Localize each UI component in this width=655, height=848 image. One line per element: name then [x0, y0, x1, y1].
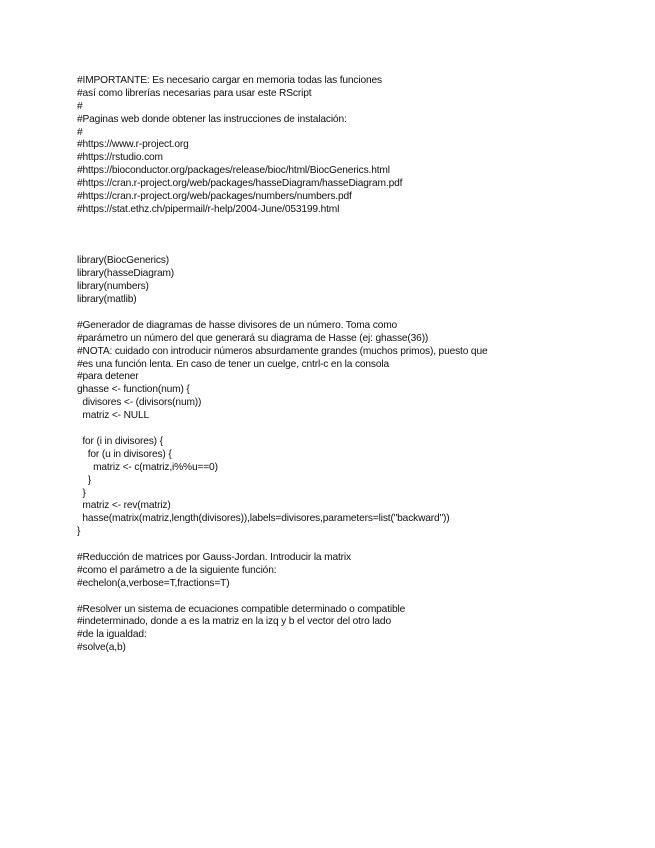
script-line: #solve(a,b): [77, 642, 126, 654]
script-line: [77, 539, 637, 552]
script-line: #Resolver un sistema de ecuaciones compatible determinado o compatible: [77, 603, 406, 615]
script-line: [77, 591, 637, 604]
script-line: #indeterminado, donde a es la matriz en la izq y b el vector del otro lado: [77, 616, 391, 628]
script-line: #https://rstudio.com: [77, 152, 163, 164]
script-line: }: [77, 526, 81, 538]
script-line: #https://bioconductor.org/packages/release/bioc/html/BiocGenerics.html: [77, 165, 390, 177]
script-line: [77, 230, 637, 243]
script-line: for (i in divisores) {: [77, 435, 163, 447]
script-line: #: [77, 100, 83, 112]
script-line: #parámetro un número del que generará su diagrama de Hasse (ej: ghasse(36)): [77, 332, 429, 344]
script-line: ghasse <- function(num) {: [77, 384, 190, 396]
script-line: #IMPORTANTE: Es necesario cargar en memoria todas las funciones: [77, 75, 382, 86]
script-line: #https://stat.ethz.ch/pipermail/r-help/2004-June/053199.html: [77, 203, 340, 215]
r-script-text: [77, 75, 637, 655]
script-line: divisores <- (divisors(num)): [77, 397, 202, 409]
script-line: matriz <- rev(matriz): [77, 500, 171, 512]
script-line: #https://cran.r-project.org/web/packages/numbers/numbers.pdf: [77, 191, 352, 203]
script-line: #Reducción de matrices por Gauss-Jordan. Introducir la matrix: [77, 551, 351, 563]
script-line: matriz <- NULL: [77, 410, 150, 422]
script-line: #echelon(a,verbose=T,fractions=T): [77, 577, 230, 589]
script-line: }: [77, 487, 86, 499]
script-line: [77, 217, 637, 230]
script-line: library(numbers): [77, 281, 149, 293]
script-line: #como el parámetro a de la siguiente función:: [77, 564, 277, 576]
script-line: }: [77, 474, 91, 486]
script-line: hasse(matrix(matriz,length(divisores)),labels=divisores,parameters=list("backward")): [77, 513, 450, 525]
script-line: [77, 423, 637, 436]
script-line: #https://www.r-project.org: [77, 139, 189, 151]
script-line: for (u in divisores) {: [77, 448, 172, 460]
script-line: library(hasseDiagram): [77, 268, 175, 280]
script-line: library(BiocGenerics): [77, 255, 169, 267]
script-line: library(matlib): [77, 294, 137, 306]
script-line: #así como librerías necesarias para usar este RScript: [77, 87, 312, 99]
script-line: #: [77, 126, 83, 138]
script-line: #NOTA: cuidado con introducir números absurdamente grandes (muchos primos), puesto que: [77, 345, 488, 357]
script-line: #Generador de diagramas de hasse divisores de un número. Toma como: [77, 319, 398, 331]
script-line: #es una función lenta. En caso de tener un cuelge, cntrl-c en la consola: [77, 358, 390, 370]
script-line: matriz <- c(matriz,i%%u==0): [77, 461, 218, 473]
script-line: [77, 307, 637, 320]
script-line: #https://cran.r-project.org/web/packages/hasseDiagram/hasseDiagram.pdf: [77, 178, 403, 190]
script-line: #Paginas web donde obtener las instrucciones de instalación:: [77, 113, 347, 125]
script-line: #para detener: [77, 371, 139, 383]
script-line: #de la igualdad:: [77, 629, 147, 641]
script-line: [77, 243, 637, 256]
